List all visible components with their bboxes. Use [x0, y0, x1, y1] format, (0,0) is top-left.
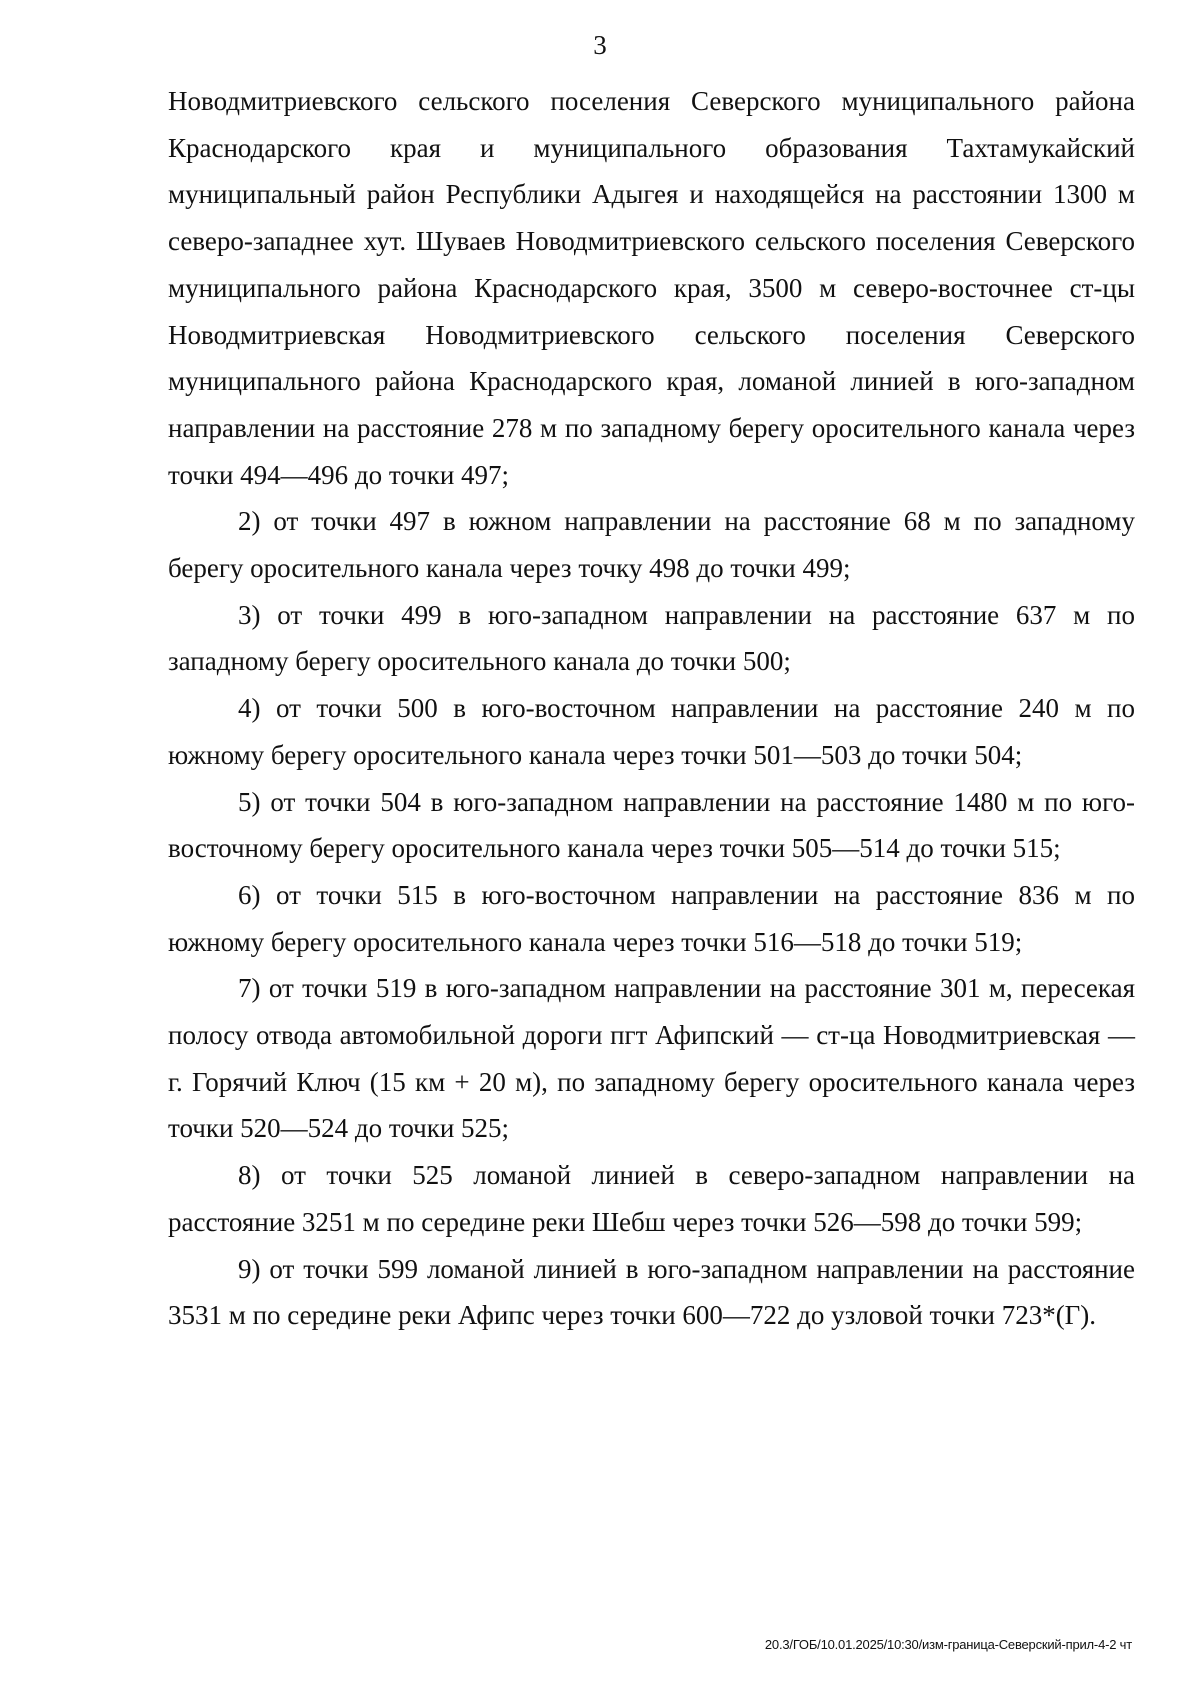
list-item-6: 6) от точки 515 в юго-восточном направлении на расстояние 836 м по южному берегу оросительного канала через точки 516—518 до точки 519; — [168, 879, 1135, 957]
list-item-2: 2) от точки 497 в южном направлении на расстояние 68 м по западному берегу оросительного канала через точку 498 до точки 499; — [168, 506, 1135, 584]
list-item-5: 5) от точки 504 в юго-западном направлении на расстояние 1480 м по юго-восточному берегу оросительного канала через точки 505—514 до точки 515; — [168, 786, 1135, 864]
document-footer-id: 20.3/ГОБ/10.01.2025/10:30/изм-граница-Северский-прил-4-2 чт — [764, 1637, 1132, 1652]
paragraph-continuation: Новодмитриевского сельского поселения Северского муниципального района Краснодарского края и муниципального образования Тахтамукайский муниципальный район Республики Адыгея и находящейся на расстоянии 1300 м северо-западнее хут. Шуваев Новодмитриевского сельского поселения Северского муниципального района Краснодарского края, 3500 м северо-восточнее ст-цы Новодмитриевская Новодмитриевского сельского поселения Северского муниципального района Краснодарского края, ломаной линией в юго-западном направлении на расстояние 278 м по западному берегу оросительного канала через точки 494—496 до точки 497; — [168, 86, 1135, 490]
list-item-9: 9) от точки 599 ломаной линией в юго-западном направлении на расстояние 3531 м по середине реки Афипс через точки 600—722 до узловой точки 723*(Г). — [168, 1253, 1135, 1331]
list-item-8: 8) от точки 525 ломаной линией в северо-западном направлении на расстояние 3251 м по середине реки Шебш через точки 526—598 до точки 599; — [168, 1160, 1135, 1237]
list-item-3: 3) от точки 499 в юго-западном направлении на расстояние 637 м по западному берегу оросительного канала до точки 500; — [168, 599, 1135, 677]
document-body — [168, 78, 1135, 1339]
page-number: 3 — [593, 30, 607, 60]
list-item-4: 4) от точки 500 в юго-восточном направлении на расстояние 240 м по южному берегу оросительного канала через точки 501—503 до точки 504; — [168, 693, 1135, 770]
list-item-7: 7) от точки 519 в юго-западном направлении на расстояние 301 м, пересекая полосу отвода автомобильной дороги пгт Афипский — ст-ца Новодмитриевская — г. Горячий Ключ (15 км + 20 м), по западному берегу оросительного канала через точки 520—524 до точки 525; — [168, 973, 1135, 1144]
